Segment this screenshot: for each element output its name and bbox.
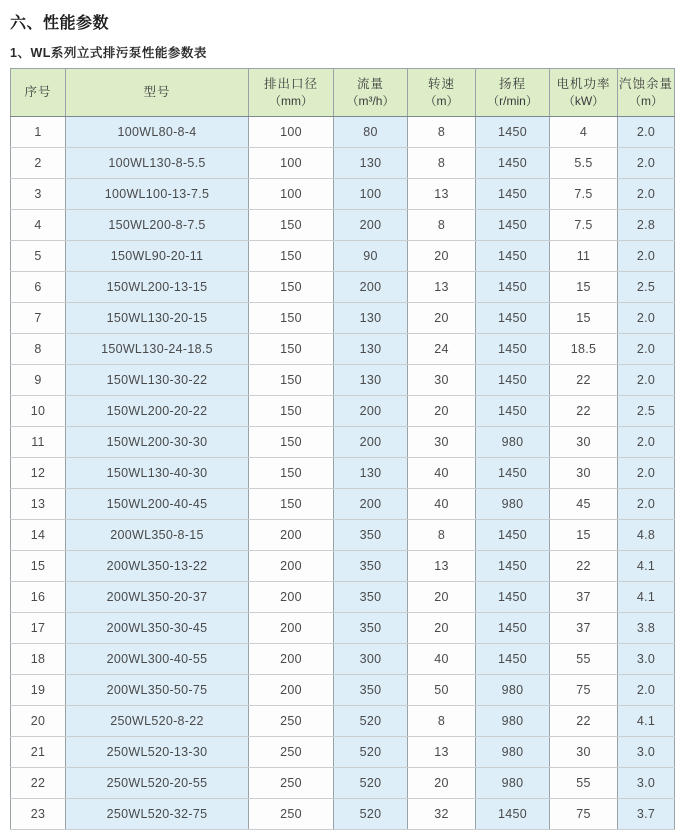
column-header-outlet-diameter: [249, 69, 334, 117]
table-header-row: [11, 69, 675, 117]
cell-npsh: 3.0: [618, 737, 675, 768]
cell-model: 150WL90-20-11: [66, 241, 249, 272]
cell-npsh: 3.0: [618, 768, 675, 799]
cell-npsh: 2.0: [618, 148, 675, 179]
cell-index: 8: [11, 334, 66, 365]
cell-index: 18: [11, 644, 66, 675]
cell-index: 20: [11, 706, 66, 737]
cell-flow-rate: 200: [334, 210, 408, 241]
cell-outlet-diameter: 100: [249, 117, 334, 148]
table-caption: 1、WL系列立式排污泵性能参数表: [10, 46, 207, 60]
column-unit: （kW）: [562, 94, 605, 108]
cell-outlet-diameter: 150: [249, 241, 334, 272]
table-row: [11, 768, 675, 799]
table-row: [11, 427, 675, 458]
column-label: 汽蚀余量: [618, 77, 673, 91]
cell-model: 150WL130-24-18.5: [66, 334, 249, 365]
cell-model: 150WL200-40-45: [66, 489, 249, 520]
cell-model: 200WL350-50-75: [66, 675, 249, 706]
cell-head: 1450: [476, 334, 550, 365]
cell-flow-rate: 520: [334, 706, 408, 737]
cell-motor-power: 15: [550, 520, 618, 551]
column-unit: （m）: [629, 94, 663, 108]
cell-outlet-diameter: 200: [249, 551, 334, 582]
cell-index: 10: [11, 396, 66, 427]
cell-npsh: 2.0: [618, 675, 675, 706]
cell-index: 14: [11, 520, 66, 551]
cell-npsh: 2.0: [618, 303, 675, 334]
column-label: 流量: [356, 77, 384, 91]
cell-model: 150WL130-40-30: [66, 458, 249, 489]
cell-speed: 20: [408, 241, 476, 272]
cell-flow-rate: 130: [334, 303, 408, 334]
cell-motor-power: 18.5: [550, 334, 618, 365]
cell-model: 150WL130-30-22: [66, 365, 249, 396]
cell-index: 6: [11, 272, 66, 303]
cell-outlet-diameter: 150: [249, 458, 334, 489]
cell-model: 200WL350-20-37: [66, 582, 249, 613]
cell-npsh: 2.5: [618, 272, 675, 303]
cell-flow-rate: 350: [334, 675, 408, 706]
column-label: 型号: [143, 85, 171, 99]
table-row: [11, 644, 675, 675]
cell-npsh: 3.8: [618, 613, 675, 644]
cell-flow-rate: 200: [334, 396, 408, 427]
cell-model: 200WL350-8-15: [66, 520, 249, 551]
table-row: [11, 148, 675, 179]
cell-head: 980: [476, 768, 550, 799]
column-header-index: [11, 69, 66, 117]
cell-npsh: 2.0: [618, 489, 675, 520]
cell-index: 3: [11, 179, 66, 210]
cell-flow-rate: 100: [334, 179, 408, 210]
cell-motor-power: 30: [550, 427, 618, 458]
cell-model: 100WL80-8-4: [66, 117, 249, 148]
cell-head: 1450: [476, 179, 550, 210]
cell-index: 19: [11, 675, 66, 706]
cell-speed: 20: [408, 303, 476, 334]
cell-flow-rate: 200: [334, 272, 408, 303]
cell-outlet-diameter: 150: [249, 303, 334, 334]
cell-head: 1450: [476, 582, 550, 613]
column-unit: （m³/h）: [346, 94, 395, 108]
cell-outlet-diameter: 250: [249, 768, 334, 799]
cell-motor-power: 11: [550, 241, 618, 272]
cell-motor-power: 4: [550, 117, 618, 148]
cell-motor-power: 30: [550, 458, 618, 489]
cell-flow-rate: 200: [334, 489, 408, 520]
cell-flow-rate: 130: [334, 148, 408, 179]
table-row: [11, 582, 675, 613]
table-row: [11, 272, 675, 303]
cell-motor-power: 22: [550, 551, 618, 582]
cell-motor-power: 75: [550, 799, 618, 830]
cell-head: 1450: [476, 148, 550, 179]
cell-speed: 20: [408, 613, 476, 644]
table-row: [11, 520, 675, 551]
table-row: [11, 489, 675, 520]
cell-outlet-diameter: 150: [249, 272, 334, 303]
cell-speed: 30: [408, 365, 476, 396]
column-label: 转速: [427, 77, 455, 91]
cell-npsh: 2.0: [618, 427, 675, 458]
column-header-flow-rate: [334, 69, 408, 117]
column-label: 排出口径: [263, 77, 318, 91]
cell-model: 150WL200-20-22: [66, 396, 249, 427]
cell-speed: 40: [408, 458, 476, 489]
cell-index: 7: [11, 303, 66, 334]
cell-speed: 8: [408, 210, 476, 241]
cell-outlet-diameter: 100: [249, 179, 334, 210]
cell-head: 1450: [476, 613, 550, 644]
cell-npsh: 2.0: [618, 334, 675, 365]
cell-head: 980: [476, 427, 550, 458]
cell-speed: 32: [408, 799, 476, 830]
cell-outlet-diameter: 200: [249, 644, 334, 675]
cell-index: 1: [11, 117, 66, 148]
cell-model: 250WL520-32-75: [66, 799, 249, 830]
cell-motor-power: 7.5: [550, 210, 618, 241]
cell-index: 22: [11, 768, 66, 799]
cell-outlet-diameter: 100: [249, 148, 334, 179]
cell-index: 2: [11, 148, 66, 179]
column-label: 电机功率: [556, 77, 611, 91]
cell-model: 200WL350-30-45: [66, 613, 249, 644]
cell-outlet-diameter: 200: [249, 520, 334, 551]
cell-head: 1450: [476, 117, 550, 148]
cell-head: 1450: [476, 303, 550, 334]
cell-outlet-diameter: 250: [249, 799, 334, 830]
cell-speed: 20: [408, 396, 476, 427]
cell-npsh: 2.8: [618, 210, 675, 241]
cell-speed: 13: [408, 179, 476, 210]
cell-speed: 20: [408, 768, 476, 799]
column-label: 扬程: [498, 77, 526, 91]
cell-head: 1450: [476, 396, 550, 427]
cell-model: 150WL130-20-15: [66, 303, 249, 334]
cell-head: 980: [476, 706, 550, 737]
table-row: [11, 675, 675, 706]
cell-motor-power: 55: [550, 644, 618, 675]
cell-speed: 24: [408, 334, 476, 365]
cell-npsh: 2.0: [618, 458, 675, 489]
cell-flow-rate: 350: [334, 520, 408, 551]
cell-model: 150WL200-8-7.5: [66, 210, 249, 241]
cell-head: 980: [476, 675, 550, 706]
table-row: [11, 303, 675, 334]
cell-flow-rate: 80: [334, 117, 408, 148]
cell-speed: 40: [408, 489, 476, 520]
cell-index: 23: [11, 799, 66, 830]
table-body: [11, 117, 675, 830]
table-row: [11, 737, 675, 768]
cell-npsh: 4.1: [618, 582, 675, 613]
cell-index: 16: [11, 582, 66, 613]
cell-index: 15: [11, 551, 66, 582]
cell-speed: 30: [408, 427, 476, 458]
cell-npsh: 3.0: [618, 644, 675, 675]
cell-speed: 8: [408, 706, 476, 737]
cell-index: 21: [11, 737, 66, 768]
cell-index: 11: [11, 427, 66, 458]
cell-speed: 8: [408, 520, 476, 551]
cell-motor-power: 22: [550, 365, 618, 396]
cell-speed: 13: [408, 737, 476, 768]
cell-head: 1450: [476, 520, 550, 551]
cell-flow-rate: 130: [334, 334, 408, 365]
cell-head: 1450: [476, 799, 550, 830]
cell-model: 250WL520-20-55: [66, 768, 249, 799]
cell-npsh: 4.8: [618, 520, 675, 551]
cell-outlet-diameter: 150: [249, 489, 334, 520]
cell-npsh: 4.1: [618, 551, 675, 582]
cell-motor-power: 5.5: [550, 148, 618, 179]
cell-model: 100WL130-8-5.5: [66, 148, 249, 179]
performance-parameter-table: [10, 68, 675, 830]
table-row: [11, 706, 675, 737]
cell-model: 150WL200-30-30: [66, 427, 249, 458]
cell-npsh: 4.1: [618, 706, 675, 737]
cell-outlet-diameter: 150: [249, 427, 334, 458]
cell-outlet-diameter: 200: [249, 582, 334, 613]
cell-motor-power: 75: [550, 675, 618, 706]
column-unit: （mm）: [269, 94, 313, 108]
cell-head: 1450: [476, 644, 550, 675]
column-header-npsh: [618, 69, 675, 117]
table-row: [11, 241, 675, 272]
cell-head: 1450: [476, 365, 550, 396]
table-row: [11, 551, 675, 582]
page-title: 六、性能参数: [10, 15, 110, 32]
cell-model: 200WL350-13-22: [66, 551, 249, 582]
cell-head: 1450: [476, 551, 550, 582]
table-row: [11, 396, 675, 427]
cell-flow-rate: 200: [334, 427, 408, 458]
cell-outlet-diameter: 150: [249, 396, 334, 427]
table-row: [11, 117, 675, 148]
cell-npsh: 2.5: [618, 396, 675, 427]
cell-head: 1450: [476, 272, 550, 303]
cell-motor-power: 45: [550, 489, 618, 520]
cell-head: 1450: [476, 210, 550, 241]
cell-model: 250WL520-8-22: [66, 706, 249, 737]
table-row: [11, 458, 675, 489]
table-row: [11, 613, 675, 644]
cell-flow-rate: 130: [334, 365, 408, 396]
cell-speed: 40: [408, 644, 476, 675]
cell-outlet-diameter: 250: [249, 737, 334, 768]
cell-index: 5: [11, 241, 66, 272]
cell-head: 980: [476, 737, 550, 768]
table-header: [11, 69, 675, 117]
cell-flow-rate: 130: [334, 458, 408, 489]
cell-npsh: 2.0: [618, 365, 675, 396]
table-row: [11, 365, 675, 396]
table-row: [11, 179, 675, 210]
cell-npsh: 2.0: [618, 179, 675, 210]
cell-speed: 20: [408, 582, 476, 613]
cell-index: 4: [11, 210, 66, 241]
cell-flow-rate: 520: [334, 799, 408, 830]
cell-outlet-diameter: 150: [249, 210, 334, 241]
cell-npsh: 2.0: [618, 117, 675, 148]
cell-speed: 8: [408, 148, 476, 179]
column-unit: （r/min）: [487, 94, 538, 108]
column-header-speed: [408, 69, 476, 117]
cell-head: 1450: [476, 241, 550, 272]
cell-model: 100WL100-13-7.5: [66, 179, 249, 210]
cell-outlet-diameter: 200: [249, 675, 334, 706]
cell-motor-power: 37: [550, 613, 618, 644]
cell-motor-power: 55: [550, 768, 618, 799]
cell-flow-rate: 90: [334, 241, 408, 272]
cell-outlet-diameter: 250: [249, 706, 334, 737]
cell-motor-power: 7.5: [550, 179, 618, 210]
cell-index: 12: [11, 458, 66, 489]
table-row: [11, 799, 675, 830]
cell-speed: 50: [408, 675, 476, 706]
table-row: [11, 334, 675, 365]
cell-flow-rate: 350: [334, 613, 408, 644]
column-header-motor-power: [550, 69, 618, 117]
cell-npsh: 2.0: [618, 241, 675, 272]
cell-motor-power: 22: [550, 706, 618, 737]
cell-outlet-diameter: 200: [249, 613, 334, 644]
cell-model: 150WL200-13-15: [66, 272, 249, 303]
cell-flow-rate: 350: [334, 582, 408, 613]
column-label: 序号: [24, 85, 52, 99]
cell-outlet-diameter: 150: [249, 365, 334, 396]
cell-motor-power: 37: [550, 582, 618, 613]
column-header-model: [66, 69, 249, 117]
table-row: [11, 210, 675, 241]
cell-model: 250WL520-13-30: [66, 737, 249, 768]
cell-flow-rate: 520: [334, 768, 408, 799]
cell-model: 200WL300-40-55: [66, 644, 249, 675]
cell-flow-rate: 300: [334, 644, 408, 675]
cell-speed: 13: [408, 272, 476, 303]
cell-motor-power: 22: [550, 396, 618, 427]
cell-flow-rate: 350: [334, 551, 408, 582]
cell-head: 980: [476, 489, 550, 520]
cell-speed: 8: [408, 117, 476, 148]
cell-flow-rate: 520: [334, 737, 408, 768]
cell-outlet-diameter: 150: [249, 334, 334, 365]
column-unit: （m）: [424, 94, 459, 108]
cell-npsh: 3.7: [618, 799, 675, 830]
cell-motor-power: 30: [550, 737, 618, 768]
cell-speed: 13: [408, 551, 476, 582]
cell-head: 1450: [476, 458, 550, 489]
cell-motor-power: 15: [550, 272, 618, 303]
column-header-head: [476, 69, 550, 117]
cell-index: 9: [11, 365, 66, 396]
cell-motor-power: 15: [550, 303, 618, 334]
cell-index: 13: [11, 489, 66, 520]
cell-index: 17: [11, 613, 66, 644]
